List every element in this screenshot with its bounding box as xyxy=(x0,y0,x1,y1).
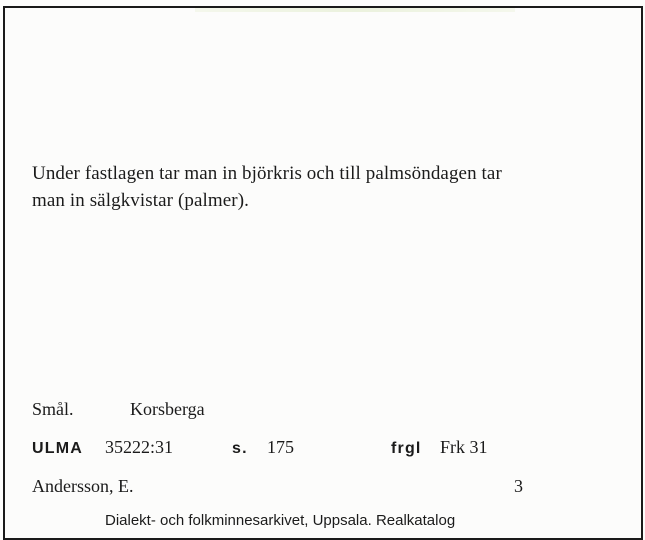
archive-number: 35222:31 xyxy=(105,437,174,457)
questionnaire-label: frgl xyxy=(391,440,422,457)
card-text-line: man in sälgkvistar (palmer). xyxy=(32,190,250,211)
recorder: Andersson, E. xyxy=(32,476,134,496)
province: Smål. xyxy=(32,399,74,419)
institution-footer: Dialekt- och folkminnesarkivet, Uppsala. Realkatalog xyxy=(105,512,456,529)
card-text-line: Under fastlagen tar man in björkris och till palmsöndagen tar xyxy=(32,163,502,184)
archive-label: ULMA xyxy=(32,440,84,457)
paper-stain xyxy=(195,8,515,12)
parish: Korsberga xyxy=(130,399,205,419)
questionnaire-value: Frk 31 xyxy=(440,437,488,457)
page-value: 175 xyxy=(267,437,294,457)
archive-card xyxy=(3,6,643,540)
page-label: s. xyxy=(232,440,248,457)
card-text xyxy=(32,160,622,214)
card-number: 3 xyxy=(514,476,523,496)
